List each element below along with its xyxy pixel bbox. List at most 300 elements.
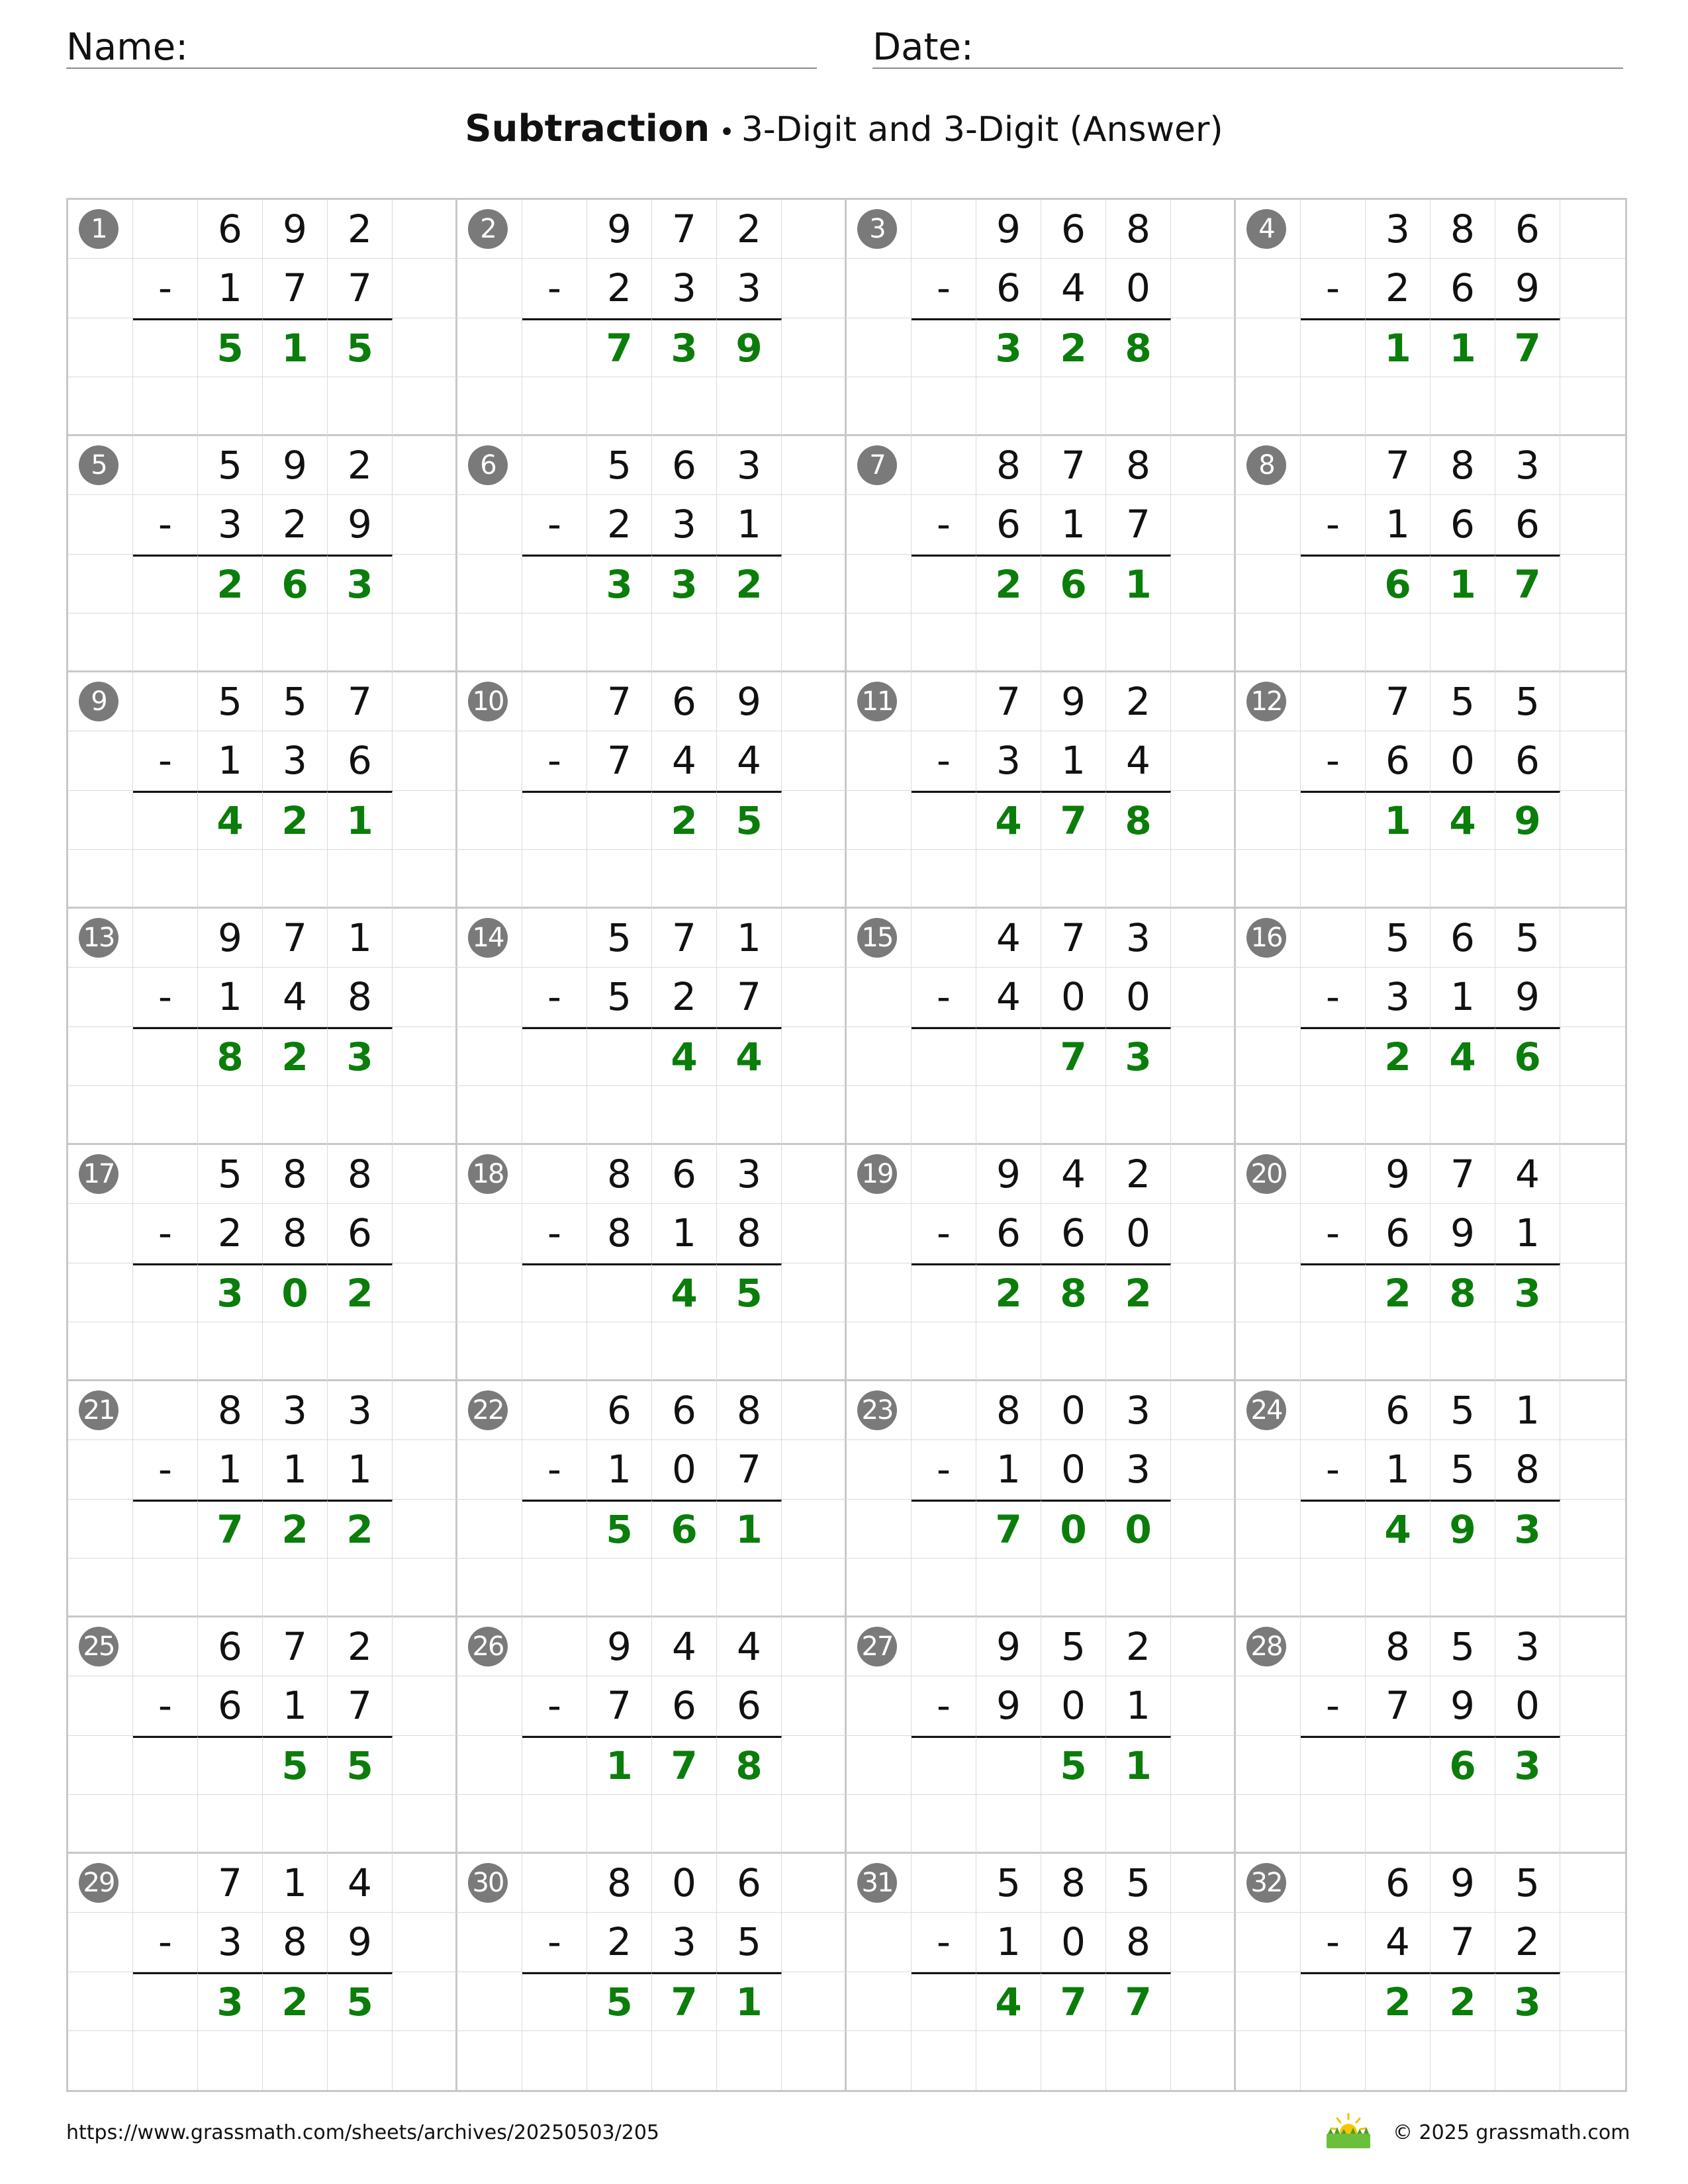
problem-number-badge: 23	[857, 1390, 897, 1430]
subtrahend-digit: 6	[1495, 731, 1560, 790]
problem-number-badge: 15	[857, 918, 897, 958]
grid-cell	[912, 1027, 976, 1086]
minuend-digit: 7	[652, 909, 717, 968]
grid-cell	[263, 1322, 328, 1381]
grid-cell	[393, 2031, 457, 2090]
minus-sign: -	[522, 1440, 587, 1499]
answer-digit: 3	[1106, 1027, 1171, 1086]
minuend-digit: 5	[198, 436, 263, 495]
grid-cell	[587, 377, 652, 436]
grid-cell	[522, 1617, 587, 1676]
answer-digit: 2	[976, 555, 1041, 614]
subtrahend-digit: 0	[1041, 1913, 1106, 1972]
grid-cell	[1106, 1086, 1171, 1145]
answer-digit: 2	[1366, 1972, 1430, 2031]
grid-cell	[133, 850, 198, 909]
grid-cell	[587, 1322, 652, 1381]
grid-cell	[976, 1795, 1041, 1854]
grid-cell	[1301, 1263, 1366, 1322]
grid-cell	[1041, 377, 1106, 436]
subtrahend-digit: 0	[1106, 1204, 1171, 1263]
grid-cell	[457, 1559, 522, 1617]
minuend-digit: 8	[1106, 200, 1171, 259]
grid-cell	[1171, 1617, 1236, 1676]
grid-cell	[68, 1559, 133, 1617]
answer-digit: 2	[1041, 318, 1106, 377]
minus-sign: -	[912, 968, 976, 1026]
answer-digit	[587, 1027, 652, 1086]
grid-cell	[782, 1027, 847, 1086]
minuend-digit: 3	[1495, 436, 1560, 495]
subtrahend-digit: 8	[1106, 1913, 1171, 1972]
grid-cell	[393, 200, 457, 259]
subtrahend-digit: 6	[1366, 731, 1430, 790]
subtrahend-digit: 1	[198, 259, 263, 318]
minuend-digit: 9	[198, 909, 263, 968]
grid-cell	[133, 318, 198, 377]
grid-cell	[1560, 1263, 1625, 1322]
minuend-digit: 9	[1430, 1854, 1495, 1913]
grid-cell	[522, 1972, 587, 2031]
grid-cell	[1495, 1086, 1560, 1145]
problem-box	[68, 909, 457, 1145]
grid-cell	[68, 1204, 133, 1263]
problem-box	[68, 1854, 457, 2090]
grid-cell	[587, 1559, 652, 1617]
grid-cell	[263, 2031, 328, 2090]
subtrahend-digit: 6	[652, 1676, 717, 1735]
grid-cell	[198, 850, 263, 909]
grid-cell	[847, 614, 912, 672]
problem-number-badge: 31	[857, 1863, 897, 1903]
grid-cell	[1301, 1086, 1366, 1145]
subtrahend-digit: 7	[717, 1440, 782, 1499]
subtrahend-digit: 3	[652, 495, 717, 554]
grid-cell	[782, 200, 847, 259]
subtrahend-digit: 7	[587, 1676, 652, 1735]
grid-cell	[847, 1913, 912, 1972]
grid-cell	[1495, 2031, 1560, 2090]
grid-cell	[1041, 850, 1106, 909]
grid-cell	[587, 1795, 652, 1854]
minuend-digit: 6	[1366, 1381, 1430, 1440]
minuend-digit: 6	[587, 1381, 652, 1440]
subtrahend-digit: 3	[198, 1913, 263, 1972]
grid-cell	[782, 2031, 847, 2090]
grid-cell	[1171, 1145, 1236, 1204]
minuend-digit: 5	[1495, 909, 1560, 968]
subtrahend-digit: 8	[717, 1204, 782, 1263]
minuend-digit: 1	[328, 909, 393, 968]
grid-cell	[1301, 1145, 1366, 1204]
grid-cell	[1171, 1559, 1236, 1617]
grid-cell	[1301, 1027, 1366, 1086]
answer-digit: 7	[1106, 1972, 1171, 2031]
grid-cell	[717, 2031, 782, 2090]
grid-cell	[912, 850, 976, 909]
grid-cell	[1301, 436, 1366, 495]
problem-number-badge: 16	[1246, 918, 1286, 958]
grid-cell	[847, 731, 912, 790]
minus-sign: -	[133, 731, 198, 790]
answer-digit: 1	[1106, 1736, 1171, 1795]
grid-cell	[457, 555, 522, 614]
grid-cell	[782, 672, 847, 731]
answer-digit: 8	[198, 1027, 263, 1086]
subtrahend-digit: 4	[263, 968, 328, 1026]
grid-cell	[1236, 850, 1301, 909]
subtrahend-digit: 6	[1430, 259, 1495, 318]
grid-cell	[847, 2031, 912, 2090]
grid-cell	[1301, 1381, 1366, 1440]
grid-cell	[1301, 377, 1366, 436]
subtrahend-digit: 1	[328, 1440, 393, 1499]
grid-cell	[522, 909, 587, 968]
subtrahend-digit: 3	[1106, 1440, 1171, 1499]
grid-cell	[782, 909, 847, 968]
grid-cell	[976, 377, 1041, 436]
subtrahend-digit: 7	[1106, 495, 1171, 554]
grid-cell	[912, 377, 976, 436]
grid-cell	[1041, 1086, 1106, 1145]
minuend-digit: 9	[263, 200, 328, 259]
grid-cell	[1236, 318, 1301, 377]
grid-cell	[1171, 436, 1236, 495]
grid-cell	[522, 850, 587, 909]
grid-cell	[717, 614, 782, 672]
minuend-digit: 4	[1041, 1145, 1106, 1204]
subtrahend-digit: 7	[263, 259, 328, 318]
subtrahend-digit: 2	[1366, 259, 1430, 318]
minus-sign: -	[133, 259, 198, 318]
grid-cell	[133, 1322, 198, 1381]
grid-cell	[457, 1795, 522, 1854]
problem-number-badge: 4	[1246, 209, 1286, 249]
minuend-digit: 9	[1041, 672, 1106, 731]
answer-digit: 7	[1041, 1027, 1106, 1086]
grid-cell	[133, 1972, 198, 2031]
grid-cell	[457, 1972, 522, 2031]
answer-digit: 7	[1041, 791, 1106, 850]
minuend-digit: 8	[587, 1854, 652, 1913]
grid-cell	[263, 614, 328, 672]
grid-cell	[393, 731, 457, 790]
grid-cell	[847, 1676, 912, 1735]
grid-cell	[68, 1263, 133, 1322]
grid-cell	[782, 555, 847, 614]
grid-cell	[457, 1322, 522, 1381]
subtrahend-digit: 1	[1041, 495, 1106, 554]
grid-cell	[652, 377, 717, 436]
grid-cell	[1495, 377, 1560, 436]
grid-cell	[847, 1027, 912, 1086]
subtrahend-digit: 1	[1430, 968, 1495, 1026]
grid-cell	[976, 850, 1041, 909]
grid-cell	[393, 1027, 457, 1086]
grid-cell	[912, 1559, 976, 1617]
minus-sign: -	[912, 1204, 976, 1263]
minus-sign: -	[1301, 1440, 1366, 1499]
grid-cell	[1236, 1086, 1301, 1145]
minuend-digit: 7	[263, 909, 328, 968]
answer-digit: 2	[1366, 1263, 1430, 1322]
minuend-digit: 2	[1106, 1617, 1171, 1676]
minuend-digit: 7	[198, 1854, 263, 1913]
grid-cell	[133, 909, 198, 968]
grid-cell	[1301, 1854, 1366, 1913]
grid-cell	[133, 2031, 198, 2090]
answer-digit: 1	[1430, 318, 1495, 377]
answer-digit: 3	[652, 318, 717, 377]
grid-cell	[587, 1086, 652, 1145]
minuend-digit: 5	[1430, 1381, 1495, 1440]
grid-cell	[133, 1795, 198, 1854]
grid-cell	[1560, 436, 1625, 495]
problem-number-badge: 21	[79, 1390, 118, 1430]
grid-cell	[393, 1263, 457, 1322]
grid-cell	[1495, 1795, 1560, 1854]
grid-cell	[328, 377, 393, 436]
grid-cell	[1171, 1322, 1236, 1381]
grid-cell	[1171, 1972, 1236, 2031]
problem-number-badge: 32	[1246, 1863, 1286, 1903]
answer-digit: 7	[976, 1500, 1041, 1559]
problem-number-badge: 1	[79, 209, 118, 249]
answer-digit: 4	[198, 791, 263, 850]
subtrahend-digit: 2	[587, 259, 652, 318]
grid-cell	[457, 1913, 522, 1972]
answer-digit: 3	[1495, 1263, 1560, 1322]
subtrahend-digit: 3	[198, 495, 263, 554]
grid-cell	[1301, 1559, 1366, 1617]
subtrahend-digit: 0	[1041, 1440, 1106, 1499]
grid-cell	[133, 377, 198, 436]
grid-cell	[782, 1676, 847, 1735]
grid-cell	[457, 791, 522, 850]
grid-cell	[393, 1795, 457, 1854]
grid-cell	[1171, 1204, 1236, 1263]
minuend-digit: 8	[1041, 1854, 1106, 1913]
grid-cell	[1171, 1500, 1236, 1559]
minus-sign: -	[522, 1676, 587, 1735]
grid-cell	[68, 1736, 133, 1795]
grid-cell	[457, 1263, 522, 1322]
grid-cell	[393, 968, 457, 1026]
grid-cell	[1041, 1322, 1106, 1381]
grid-cell	[133, 1086, 198, 1145]
grid-cell	[782, 1617, 847, 1676]
grid-cell	[1106, 614, 1171, 672]
problem-box	[68, 1617, 457, 1854]
grid-cell	[1301, 318, 1366, 377]
grid-cell	[133, 1736, 198, 1795]
subtrahend-digit: 9	[976, 1676, 1041, 1735]
grid-cell	[847, 259, 912, 318]
grid-cell	[717, 850, 782, 909]
grid-cell	[1106, 850, 1171, 909]
grid-cell	[1106, 1559, 1171, 1617]
problem-number-badge: 9	[79, 682, 118, 721]
grid-cell	[652, 850, 717, 909]
minuend-digit: 5	[1495, 672, 1560, 731]
problem-number-badge: 26	[468, 1627, 508, 1666]
grid-cell	[393, 259, 457, 318]
grid-cell	[1171, 1736, 1236, 1795]
grid-cell	[782, 377, 847, 436]
grid-cell	[393, 1500, 457, 1559]
subtrahend-digit: 2	[1495, 1913, 1560, 1972]
subtrahend-digit: 8	[263, 1913, 328, 1972]
answer-digit: 3	[1495, 1736, 1560, 1795]
subtrahend-digit: 6	[328, 1204, 393, 1263]
minuend-digit: 7	[1041, 436, 1106, 495]
subtrahend-digit: 6	[198, 1676, 263, 1735]
grid-cell	[717, 377, 782, 436]
grid-cell	[1106, 2031, 1171, 2090]
answer-digit: 3	[198, 1263, 263, 1322]
minus-sign: -	[133, 1913, 198, 1972]
problem-number-badge: 11	[857, 682, 897, 721]
date-line	[872, 68, 1623, 69]
grid-cell	[393, 1322, 457, 1381]
answer-digit: 2	[1106, 1263, 1171, 1322]
grid-cell	[133, 1027, 198, 1086]
subtrahend-digit: 6	[1366, 1204, 1430, 1263]
answer-digit: 4	[976, 791, 1041, 850]
subtrahend-digit: 2	[587, 1913, 652, 1972]
subtrahend-digit: 5	[587, 968, 652, 1026]
grid-cell	[912, 1145, 976, 1204]
grid-cell	[1301, 1795, 1366, 1854]
minus-sign: -	[133, 1204, 198, 1263]
grid-cell	[912, 1086, 976, 1145]
grid-cell	[522, 672, 587, 731]
grid-cell	[522, 1381, 587, 1440]
grid-cell	[912, 1381, 976, 1440]
grid-cell	[1171, 1795, 1236, 1854]
grid-cell	[1236, 1972, 1301, 2031]
subtrahend-digit: 9	[328, 495, 393, 554]
footer-copyright: © 2025 grassmath.com	[1393, 2121, 1630, 2144]
minus-sign: -	[1301, 731, 1366, 790]
problem-number-badge: 27	[857, 1627, 897, 1666]
subtrahend-digit: 7	[1366, 1676, 1430, 1735]
grid-cell	[1366, 1559, 1430, 1617]
grid-cell	[912, 1972, 976, 2031]
grid-cell	[393, 1440, 457, 1499]
minus-sign: -	[133, 1676, 198, 1735]
minuend-digit: 6	[1495, 200, 1560, 259]
answer-digit: 4	[652, 1027, 717, 1086]
subtrahend-digit: 1	[1106, 1676, 1171, 1735]
answer-digit: 8	[1106, 791, 1171, 850]
minuend-digit: 4	[717, 1617, 782, 1676]
grid-cell	[847, 850, 912, 909]
grid-cell	[68, 2031, 133, 2090]
grid-cell	[782, 1086, 847, 1145]
minus-sign: -	[522, 1204, 587, 1263]
grid-cell	[1366, 1086, 1430, 1145]
minuend-digit: 2	[717, 200, 782, 259]
grid-cell	[133, 436, 198, 495]
grid-cell	[393, 1972, 457, 2031]
grid-cell	[1301, 614, 1366, 672]
grid-cell	[522, 1027, 587, 1086]
minus-sign: -	[912, 731, 976, 790]
grid-cell	[263, 1795, 328, 1854]
subtrahend-digit: 4	[976, 968, 1041, 1026]
minus-sign: -	[1301, 259, 1366, 318]
grid-cell	[393, 1559, 457, 1617]
grid-cell	[457, 377, 522, 436]
answer-digit: 2	[198, 555, 263, 614]
subtrahend-digit: 0	[1106, 259, 1171, 318]
grid-cell	[1236, 2031, 1301, 2090]
grid-cell	[1171, 1913, 1236, 1972]
grid-cell	[1560, 1854, 1625, 1913]
minuend-digit: 5	[1366, 909, 1430, 968]
grid-cell	[1041, 614, 1106, 672]
answer-digit: 2	[328, 1500, 393, 1559]
answer-digit: 1	[1366, 791, 1430, 850]
problem-box	[457, 436, 847, 672]
subtrahend-digit: 0	[1106, 968, 1171, 1026]
subtrahend-digit: 2	[263, 495, 328, 554]
answer-digit: 6	[263, 555, 328, 614]
grid-cell	[1171, 968, 1236, 1026]
grid-cell	[1366, 850, 1430, 909]
grid-cell	[1236, 1676, 1301, 1735]
subtrahend-digit: 6	[1430, 495, 1495, 554]
minuend-digit: 9	[587, 1617, 652, 1676]
grid-cell	[847, 1440, 912, 1499]
answer-digit: 8	[1430, 1263, 1495, 1322]
minuend-digit: 9	[1366, 1145, 1430, 1204]
answer-digit: 5	[587, 1972, 652, 2031]
grid-cell	[847, 1559, 912, 1617]
grid-cell	[1301, 850, 1366, 909]
answer-digit: 4	[1430, 1027, 1495, 1086]
grid-cell	[1560, 1617, 1625, 1676]
answer-digit: 3	[652, 555, 717, 614]
problem-number-badge: 18	[468, 1154, 508, 1194]
minuend-digit: 3	[1495, 1617, 1560, 1676]
subtrahend-digit: 1	[263, 1676, 328, 1735]
grid-cell	[912, 200, 976, 259]
grid-cell	[782, 1204, 847, 1263]
grid-cell	[782, 436, 847, 495]
grid-cell	[522, 1322, 587, 1381]
minuend-digit: 3	[1366, 200, 1430, 259]
answer-digit: 3	[1495, 1500, 1560, 1559]
grid-cell	[522, 377, 587, 436]
answer-digit: 6	[1430, 1736, 1495, 1795]
grid-cell	[457, 1676, 522, 1735]
grid-cell	[782, 1381, 847, 1440]
minuend-digit: 8	[587, 1145, 652, 1204]
grid-cell	[133, 200, 198, 259]
subtrahend-digit: 5	[717, 1913, 782, 1972]
grid-cell	[782, 495, 847, 554]
grid-cell	[1171, 1854, 1236, 1913]
problem-box	[457, 1617, 847, 1854]
grid-cell	[1171, 259, 1236, 318]
grid-cell	[328, 1322, 393, 1381]
grid-cell	[1560, 1676, 1625, 1735]
problem-number-badge: 5	[79, 445, 118, 485]
grid-cell	[1171, 1263, 1236, 1322]
problem-box	[457, 672, 847, 909]
